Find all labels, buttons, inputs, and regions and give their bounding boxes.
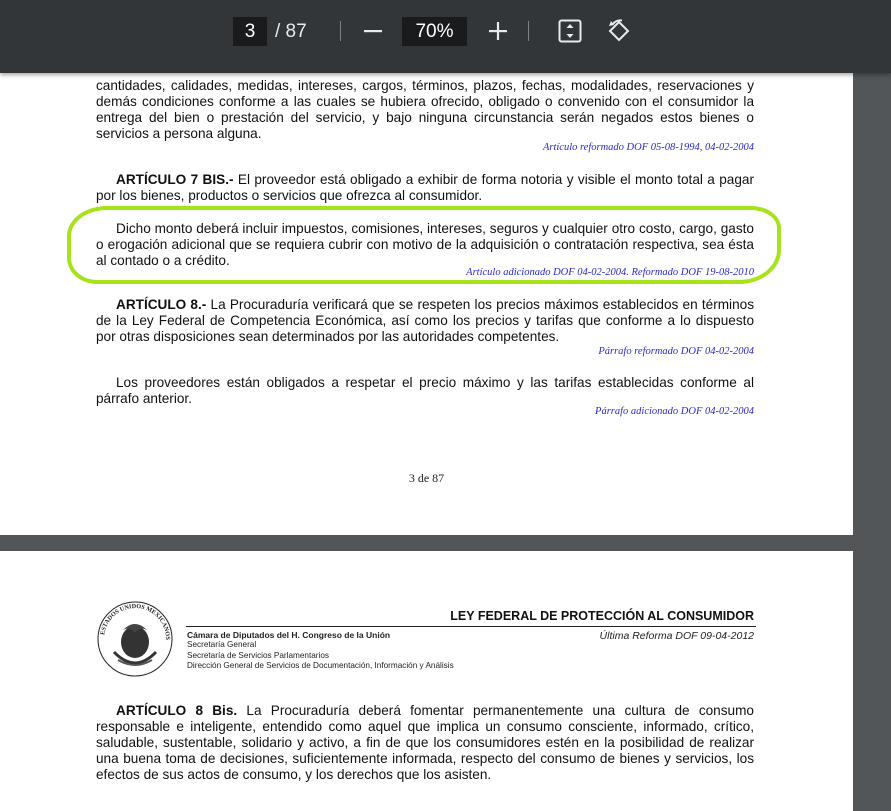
zoom-out-button[interactable] bbox=[355, 14, 391, 48]
fit-page-icon bbox=[557, 18, 583, 44]
article-8-paragraph-1 bbox=[96, 297, 754, 345]
zoom-input[interactable]: 70% bbox=[402, 17, 467, 46]
article-8bis-text: La Procuraduría deberá fomentar permanentemente una cultura de consumo responsable e inteligente, entendido como aquel que implica un consumo consciente, informado, crítico, saludable, sustentable, solidario y activo, a fin de que los consumidores estén en la posibilidad de realizar una buena toma de decisiones, suficientemente informada, respecto del consumo de bienes y servicios, los efectos de sus actos de consumo, y los derechos que los asisten. bbox=[96, 703, 754, 782]
amendment-note-1: Artículo reformado DOF 05-08-1994, 04-02-2004 bbox=[542, 142, 754, 153]
chamber-name: Cámara de Diputados del H. Congreso de la Unión bbox=[187, 630, 391, 640]
article-8-paragraph-2: Los proveedores están obligados a respetar el precio máximo y las tarifas establecidas conforme al párrafo anterior. bbox=[96, 375, 754, 406]
article-7bis-text: El proveedor está obligado a exhibir de forma notoria y visible el monto total a pagar por los bienes, productos o servicios que ofrezca al consumidor. bbox=[96, 172, 754, 203]
page-number: 3 de 87 bbox=[408, 471, 445, 485]
secretaria-general: Secretaría General bbox=[187, 640, 257, 650]
page-number-input[interactable]: 3 bbox=[233, 17, 267, 46]
article-8-heading: ARTÍCULO 8.- bbox=[116, 297, 207, 312]
last-reform: Última Reforma DOF 09-04-2012 bbox=[599, 630, 754, 642]
article-7bis-paragraph-2: Dicho monto deberá incluir impuestos, comisiones, intereses, seguros y cualquier otro costo, cargo, gasto o erogación adicional que se requiera cubrir con motivo de la adquisición o contratación respectiva, sea ésta al contado o a crédito. bbox=[96, 221, 754, 268]
rotate-icon bbox=[605, 17, 633, 45]
article-8-text: La Procuraduría verificará que se respeten los precios máximos establecidos en términos de la Ley Federal de Competencia Económica, así como los precios y tarifas que conforme a lo dispuesto por otras disposiciones sean determinados por las autoridades competentes. bbox=[96, 297, 754, 344]
toolbar-divider bbox=[340, 21, 341, 41]
article-7bis-paragraph-1 bbox=[96, 172, 754, 204]
amendment-note-2: Artículo adicionado DOF 04-02-2004. Reformado DOF 19-08-2010 bbox=[466, 267, 754, 278]
article-7-text: cantidades, calidades, medidas, intereses, cargos, términos, plazos, fechas, modalidades, reservaciones y demás condiciones conforme a las cuales se hubiera ofrecido, obligado o convenido con el consumidor la entrega del bien o prestación del servicio, y bajo ninguna circunstancia serán negados estos bienes o servicios a persona alguna. bbox=[96, 78, 754, 141]
pdf-toolbar bbox=[0, 0, 891, 73]
article-8bis-heading: ARTÍCULO 8 Bis. bbox=[116, 703, 238, 718]
header-divider bbox=[186, 626, 756, 627]
minus-icon bbox=[363, 21, 383, 41]
article-8bis-paragraph bbox=[96, 703, 754, 783]
amendment-note-4: Párrafo adicionado DOF 04-02-2004 bbox=[595, 406, 754, 417]
secretaria-servicios: Secretaría de Servicios Parlamentarios bbox=[187, 650, 329, 660]
plus-icon bbox=[488, 21, 508, 41]
article-7bis-heading: ARTÍCULO 7 BIS.- bbox=[116, 172, 234, 187]
toolbar-divider bbox=[528, 21, 529, 41]
header-institution bbox=[187, 630, 454, 672]
direccion-general: Dirección General de Servicios de Documentación, Información y Análisis bbox=[187, 661, 454, 671]
rotate-button[interactable] bbox=[601, 14, 637, 48]
law-title: LEY FEDERAL DE PROTECCIÓN AL CONSUMIDOR bbox=[450, 609, 754, 623]
pdf-page-4 bbox=[0, 551, 853, 811]
total-pages: / 87 bbox=[275, 21, 307, 42]
amendment-note-3: Párrafo reformado DOF 04-02-2004 bbox=[598, 346, 754, 357]
seal-text: ESTADOS UNIDOS MEXICANOS bbox=[99, 602, 172, 640]
mexican-seal-icon bbox=[96, 600, 174, 678]
zoom-in-button[interactable] bbox=[480, 14, 516, 48]
fit-page-button[interactable] bbox=[552, 14, 588, 48]
